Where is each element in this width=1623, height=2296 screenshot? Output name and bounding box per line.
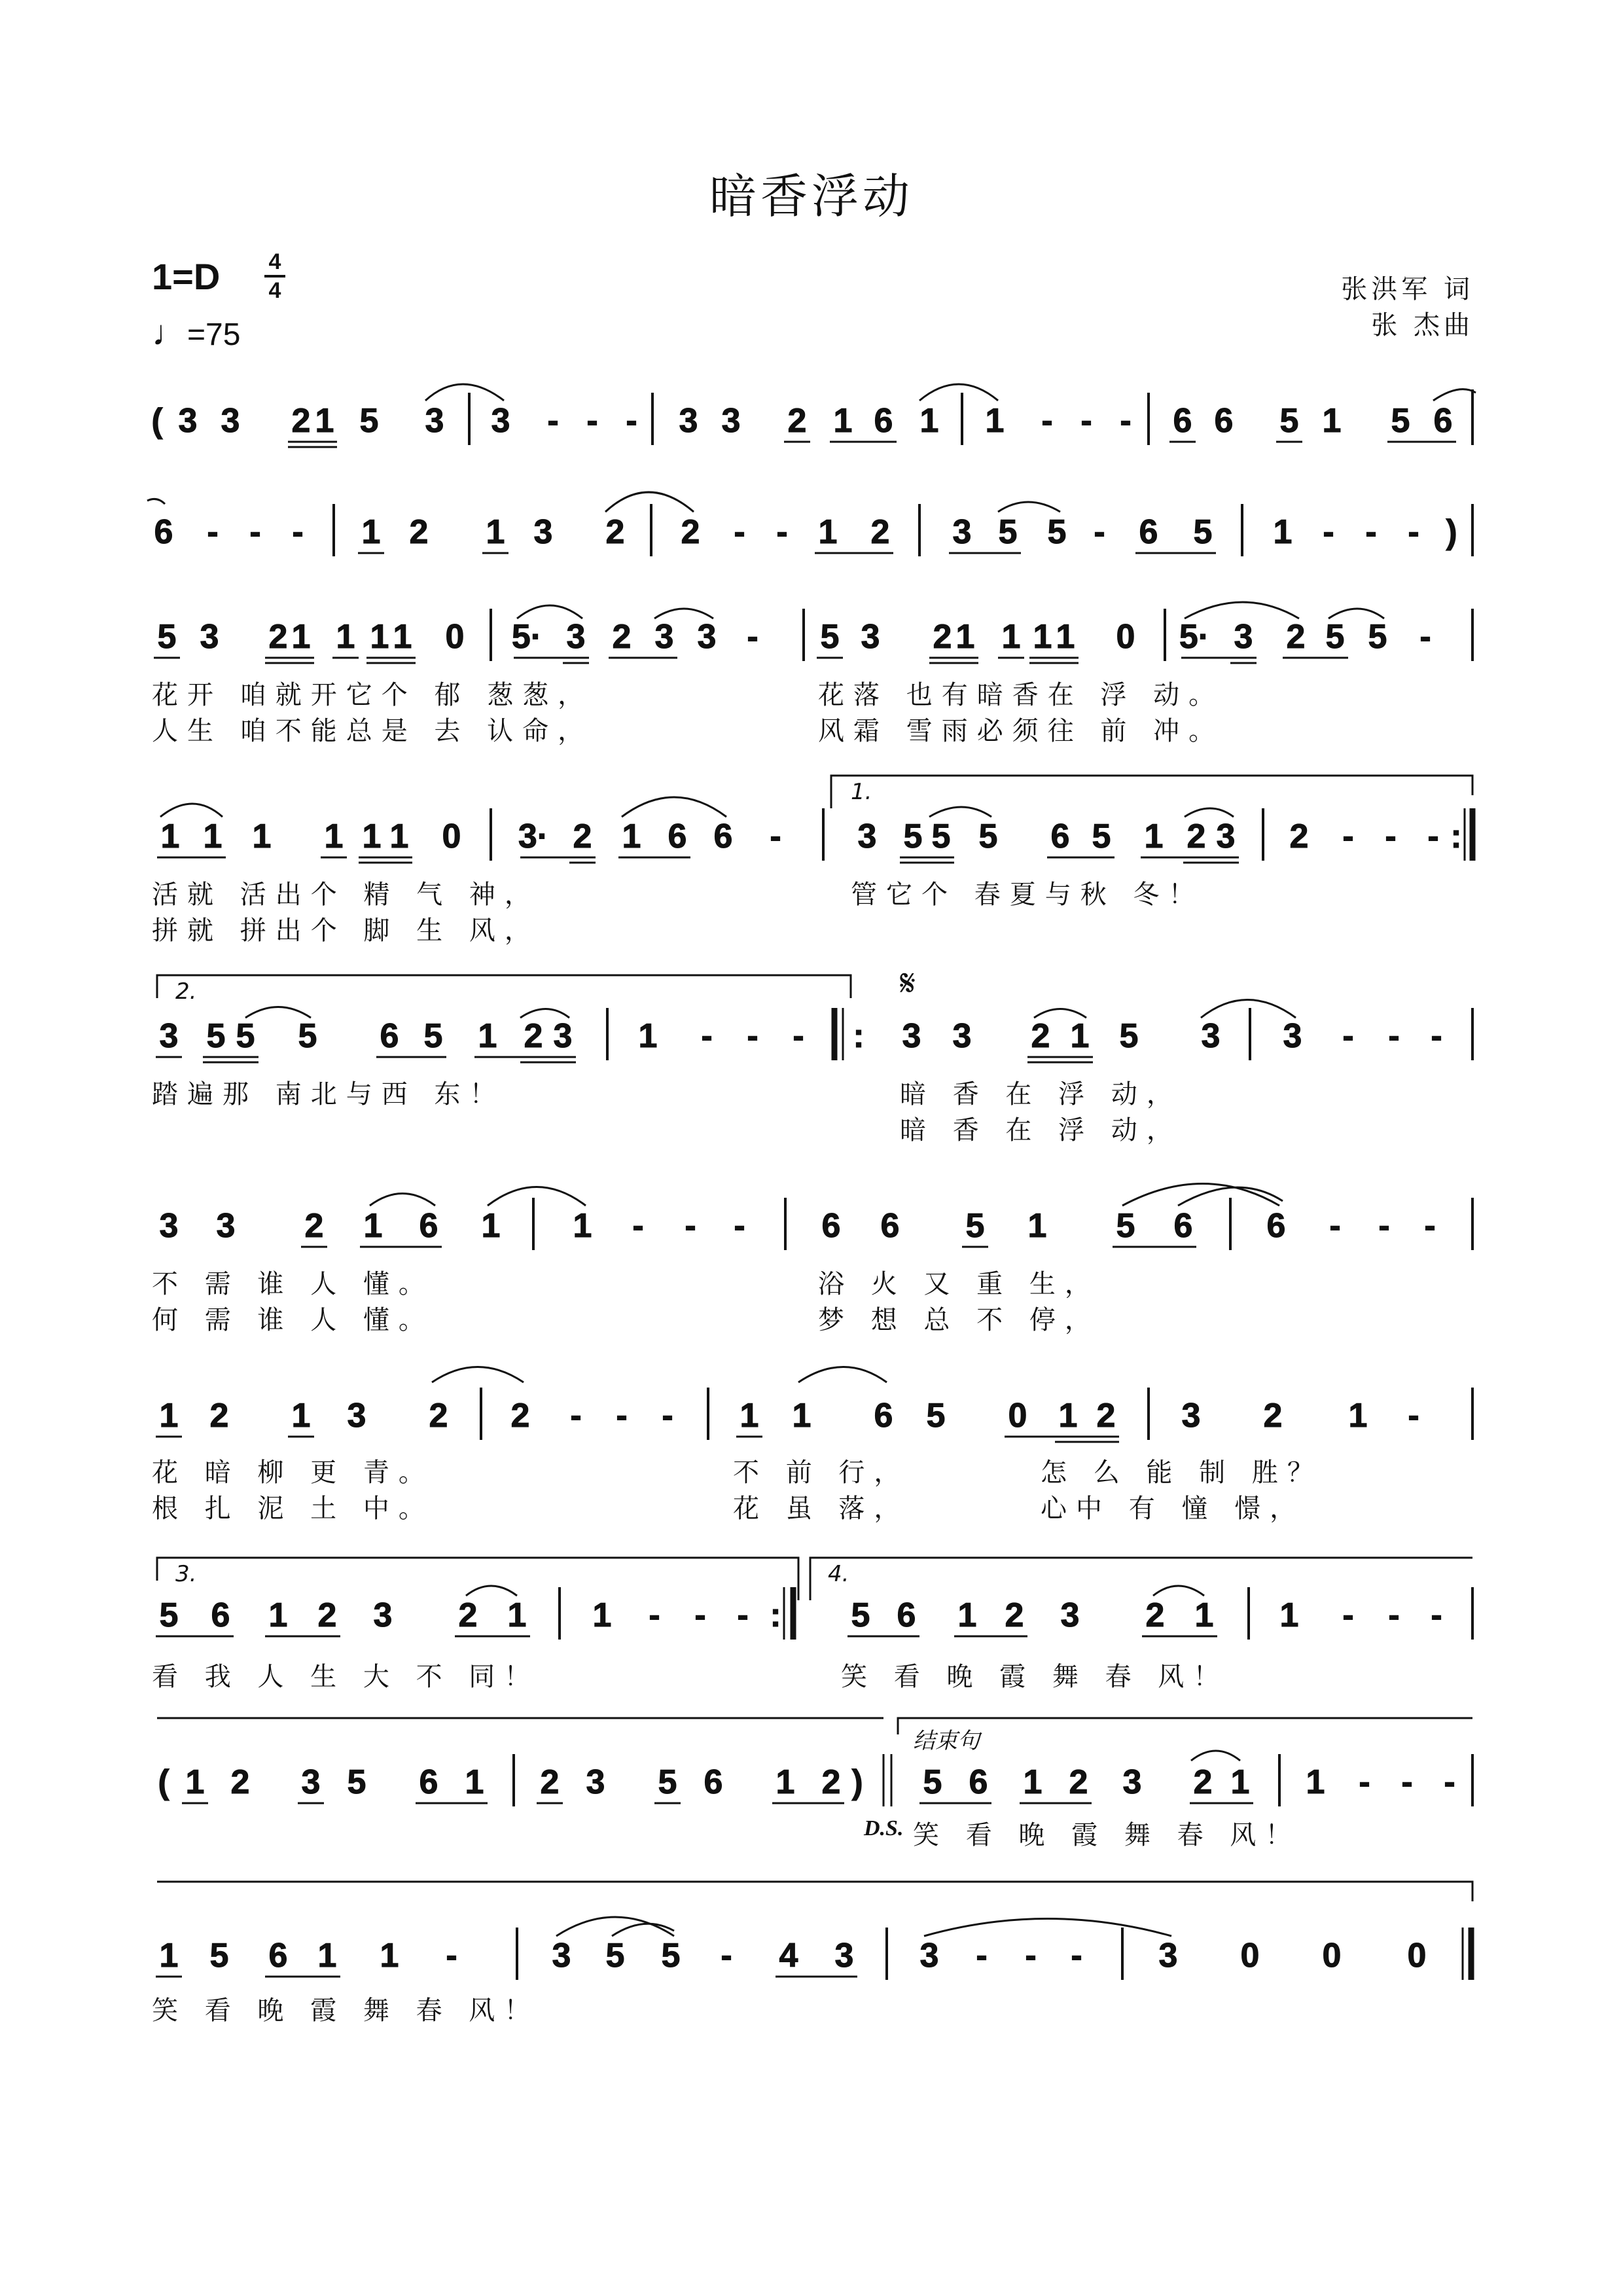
svg-text:5: 5 — [605, 1937, 625, 1975]
svg-text:1: 1 — [486, 513, 505, 551]
svg-text:1: 1 — [1348, 1397, 1368, 1435]
svg-text:6: 6 — [1266, 1207, 1286, 1245]
svg-text:3: 3 — [552, 1937, 571, 1975]
svg-text:1: 1 — [291, 618, 311, 656]
svg-text:3: 3 — [553, 1017, 573, 1055]
tempo-marking: ♩=75 — [152, 314, 241, 353]
svg-text:5: 5 — [931, 817, 951, 855]
svg-text:1: 1 — [638, 1017, 658, 1055]
svg-text:3: 3 — [857, 817, 877, 855]
svg-text:1: 1 — [380, 1937, 399, 1975]
svg-text:6: 6 — [268, 1937, 288, 1975]
svg-text:2: 2 — [681, 513, 700, 551]
svg-text:-: - — [1388, 1596, 1400, 1634]
lyric-line: 笑 看 晚 霞 舞 春 风！ — [152, 1996, 540, 2026]
svg-text:1: 1 — [985, 402, 1005, 440]
svg-text:-: - — [1419, 618, 1431, 656]
system-10 — [156, 1882, 1472, 1980]
svg-text:1: 1 — [1033, 618, 1052, 656]
svg-text:5: 5 — [661, 1937, 681, 1975]
svg-text:(: ( — [151, 402, 163, 440]
svg-text:1: 1 — [393, 618, 412, 656]
svg-text:-: - — [547, 402, 559, 440]
svg-text:-: - — [1342, 1596, 1354, 1634]
svg-text:3: 3 — [697, 618, 717, 656]
svg-text:-: - — [632, 1207, 644, 1245]
system-3 — [154, 602, 1472, 663]
svg-text:2: 2 — [933, 618, 952, 656]
svg-text:2: 2 — [1096, 1397, 1116, 1435]
svg-text:5: 5 — [1092, 817, 1111, 855]
lyric-line: 笑 看 晚 霞 舞 春 风！ — [841, 1662, 1229, 1692]
svg-text:3: 3 — [721, 402, 741, 440]
svg-text:6: 6 — [380, 1017, 399, 1055]
svg-text:-: - — [1408, 513, 1419, 551]
svg-text:1: 1 — [478, 1017, 497, 1055]
svg-text:3: 3 — [1158, 1937, 1178, 1975]
svg-text:6: 6 — [969, 1763, 988, 1801]
svg-text:1: 1 — [324, 817, 344, 855]
svg-text:2: 2 — [429, 1397, 448, 1435]
svg-text:6: 6 — [419, 1207, 438, 1245]
svg-text::: : — [853, 1017, 865, 1055]
svg-text:1: 1 — [336, 618, 355, 656]
volta-1-label: 1. — [851, 779, 872, 805]
svg-text:1: 1 — [315, 402, 334, 440]
svg-text::: : — [1450, 817, 1462, 855]
lyric-line: 不 前 行， — [733, 1458, 910, 1488]
svg-text:-: - — [570, 1397, 582, 1435]
svg-text:5: 5 — [965, 1207, 985, 1245]
svg-text:1: 1 — [291, 1397, 311, 1435]
svg-text:-: - — [1365, 513, 1377, 551]
lyric-line: 花开 咱就开它个 郁 葱葱， — [152, 680, 594, 710]
svg-text:6: 6 — [713, 817, 733, 855]
svg-text:3: 3 — [221, 402, 240, 440]
svg-text:-: - — [1427, 817, 1439, 855]
svg-text:2: 2 — [1186, 817, 1206, 855]
page-title: 暗香浮动 — [709, 169, 914, 224]
svg-text:5: 5 — [658, 1763, 677, 1801]
svg-text:5: 5 — [926, 1397, 946, 1435]
svg-text:2: 2 — [1005, 1596, 1024, 1634]
system-7 — [156, 1367, 1472, 1443]
svg-text:-: - — [734, 1207, 745, 1245]
svg-text:1: 1 — [1058, 1397, 1078, 1435]
svg-text:2: 2 — [1145, 1596, 1165, 1634]
svg-text:2: 2 — [605, 513, 625, 551]
svg-text:6: 6 — [880, 1207, 900, 1245]
svg-text:5: 5 — [978, 817, 998, 855]
lyric-line: 踏遍那 南北与西 东！ — [152, 1079, 505, 1109]
svg-text:-: - — [626, 402, 637, 440]
svg-text:6: 6 — [1139, 513, 1158, 551]
system-1 — [151, 384, 1476, 447]
svg-text:5: 5 — [236, 1017, 255, 1055]
svg-text:2: 2 — [510, 1397, 530, 1435]
svg-text:5: 5 — [903, 817, 923, 855]
svg-text:-: - — [292, 513, 304, 551]
svg-text:0: 0 — [1116, 618, 1135, 656]
svg-text:6: 6 — [1173, 402, 1192, 440]
svg-text:3: 3 — [952, 1017, 972, 1055]
svg-text:-: - — [1359, 1763, 1370, 1801]
svg-text:2: 2 — [573, 817, 592, 855]
svg-text:1: 1 — [1056, 618, 1075, 656]
svg-text:1: 1 — [833, 402, 853, 440]
svg-text:5: 5 — [1047, 513, 1067, 551]
svg-text:3: 3 — [347, 1397, 366, 1435]
svg-text:0: 0 — [442, 817, 461, 855]
svg-text:3: 3 — [1216, 817, 1236, 855]
quarter-note-icon: ♩ — [152, 314, 187, 353]
svg-text:-: - — [747, 618, 758, 656]
svg-text:1: 1 — [1322, 402, 1342, 440]
svg-text:2: 2 — [317, 1596, 337, 1634]
svg-text:3: 3 — [216, 1207, 236, 1245]
svg-text:-: - — [685, 1207, 696, 1245]
svg-text:2: 2 — [409, 513, 429, 551]
svg-text:3: 3 — [952, 513, 972, 551]
svg-text:5: 5 — [159, 1596, 179, 1634]
svg-text:1: 1 — [465, 1763, 484, 1801]
svg-text:5: 5 — [1193, 513, 1213, 551]
svg-text:-: - — [793, 1017, 804, 1055]
volta-2-label: 2. — [175, 978, 197, 1005]
svg-text:1: 1 — [776, 1763, 795, 1801]
svg-text:1: 1 — [1306, 1763, 1325, 1801]
svg-text:3: 3 — [1283, 1017, 1302, 1055]
volta-4-label: 4. — [828, 1561, 849, 1587]
svg-text:3: 3 — [586, 1763, 605, 1801]
svg-text:1: 1 — [818, 513, 838, 551]
svg-text:1: 1 — [1070, 1017, 1090, 1055]
svg-text:-: - — [976, 1937, 988, 1975]
lyric-line: 看 我 人 生 大 不 同！ — [152, 1662, 540, 1692]
svg-text:2: 2 — [209, 1397, 229, 1435]
svg-text:): ) — [1446, 513, 1457, 551]
svg-text:2: 2 — [1069, 1763, 1088, 1801]
svg-text:1: 1 — [362, 817, 382, 855]
segno-icon: 𝄋 — [900, 962, 916, 1005]
svg-text:4: 4 — [779, 1937, 798, 1975]
svg-text:6: 6 — [821, 1207, 841, 1245]
svg-text:1: 1 — [203, 817, 223, 855]
svg-text:1: 1 — [792, 1397, 812, 1435]
svg-text:-: - — [446, 1937, 457, 1975]
svg-text:2: 2 — [787, 402, 807, 440]
svg-text:5·: 5· — [1179, 618, 1210, 656]
svg-text:5: 5 — [1119, 1017, 1139, 1055]
svg-text:0: 0 — [1407, 1937, 1427, 1975]
svg-text:3: 3 — [425, 402, 444, 440]
svg-text:-: - — [734, 513, 745, 551]
svg-text:2: 2 — [540, 1763, 560, 1801]
system-2 — [147, 492, 1472, 556]
svg-text:1: 1 — [185, 1763, 205, 1801]
svg-text:-: - — [649, 1596, 660, 1634]
svg-text:-: - — [1323, 513, 1334, 551]
svg-text:5: 5 — [298, 1017, 317, 1055]
svg-text:5: 5 — [157, 618, 177, 656]
svg-text:6: 6 — [211, 1596, 230, 1634]
svg-text:3: 3 — [1060, 1596, 1080, 1634]
svg-text:-: - — [1378, 1207, 1390, 1245]
svg-text:3: 3 — [159, 1017, 179, 1055]
svg-text:-: - — [1329, 1207, 1341, 1245]
svg-text:0: 0 — [1240, 1937, 1260, 1975]
lyric-line: 梦 想 总 不 停， — [818, 1305, 1100, 1335]
lyric-line: 活就 活出个 精 气 神， — [152, 880, 540, 910]
lyric-line: 不 需 谁 人 懂。 — [152, 1269, 434, 1299]
svg-text:5: 5 — [1391, 402, 1410, 440]
svg-text:6: 6 — [874, 402, 893, 440]
svg-text:-: - — [1041, 402, 1053, 440]
time-signature-bottom: 4 — [268, 278, 281, 303]
svg-text:-: - — [770, 817, 781, 855]
svg-text:-: - — [1094, 513, 1105, 551]
lyric-line: 花 暗 柳 更 青。 — [152, 1458, 434, 1488]
composer-credit: 张 杰曲 — [1371, 310, 1474, 340]
svg-text:-: - — [1071, 1937, 1082, 1975]
svg-text:3: 3 — [654, 618, 674, 656]
svg-text:-: - — [747, 1017, 758, 1055]
lyric-line: 心中 有 憧 憬， — [1041, 1494, 1306, 1524]
svg-text:5·: 5· — [511, 618, 543, 656]
svg-text:1: 1 — [363, 1207, 383, 1245]
svg-text:1: 1 — [1194, 1596, 1214, 1634]
svg-text:1: 1 — [919, 402, 939, 440]
svg-text:1: 1 — [1144, 817, 1164, 855]
svg-text:3: 3 — [1201, 1017, 1221, 1055]
svg-text:3: 3 — [1122, 1763, 1142, 1801]
svg-text:-: - — [662, 1397, 673, 1435]
lyric-line: 暗 香 在 浮 动， — [900, 1115, 1182, 1145]
svg-text:2: 2 — [524, 1017, 543, 1055]
lyric-line: 拼就 拼出个 脚 生 风， — [152, 916, 540, 946]
svg-text:-: - — [701, 1017, 713, 1055]
svg-text:-: - — [721, 1937, 732, 1975]
svg-text:6: 6 — [704, 1763, 723, 1801]
lyric-line: 笑 看 晚 霞 舞 春 风！ — [913, 1820, 1301, 1850]
svg-text:1: 1 — [1027, 1207, 1047, 1245]
svg-text:-: - — [1080, 402, 1092, 440]
svg-text:5: 5 — [359, 402, 379, 440]
svg-text:6: 6 — [668, 817, 687, 855]
svg-text:1: 1 — [955, 618, 975, 656]
lyric-line: 花 虽 落， — [733, 1494, 910, 1524]
svg-text:-: - — [1431, 1596, 1442, 1634]
svg-text:1: 1 — [1279, 1596, 1299, 1634]
svg-text:2: 2 — [291, 402, 311, 440]
lyric-line: 暗 香 在 浮 动， — [900, 1079, 1182, 1109]
svg-text:2: 2 — [1289, 817, 1309, 855]
svg-text:1: 1 — [507, 1596, 527, 1634]
svg-text:1: 1 — [160, 817, 180, 855]
svg-text:2: 2 — [612, 618, 632, 656]
svg-text:-: - — [1342, 1017, 1354, 1055]
svg-text:1: 1 — [957, 1596, 977, 1634]
svg-text:3: 3 — [919, 1937, 939, 1975]
svg-text:3: 3 — [1234, 618, 1253, 656]
svg-text:1: 1 — [1023, 1763, 1043, 1801]
svg-text:5: 5 — [1279, 402, 1299, 440]
volta-3-label: 3. — [175, 1561, 197, 1587]
time-signature-top: 4 — [268, 249, 281, 274]
system-5 — [156, 975, 1472, 1062]
svg-text:-: - — [1401, 1763, 1413, 1801]
svg-text:-: - — [776, 513, 788, 551]
system-8 — [156, 1558, 1472, 1640]
svg-text:3: 3 — [178, 402, 198, 440]
svg-text:1: 1 — [317, 1937, 337, 1975]
svg-text:2: 2 — [1286, 618, 1306, 656]
svg-text:3: 3 — [902, 1017, 921, 1055]
svg-text:1: 1 — [252, 817, 272, 855]
lyric-line: 花落 也有暗香在 浮 动。 — [818, 680, 1224, 710]
svg-text:2: 2 — [268, 618, 288, 656]
svg-text:1: 1 — [622, 817, 641, 855]
svg-text:2: 2 — [304, 1207, 324, 1245]
svg-text:3: 3 — [679, 402, 698, 440]
lyric-line: 管它个 春夏与秋 冬！ — [851, 880, 1204, 910]
svg-text:2: 2 — [821, 1763, 841, 1801]
svg-text:3: 3 — [491, 402, 510, 440]
svg-text:1: 1 — [481, 1207, 501, 1245]
svg-text:-: - — [1342, 817, 1354, 855]
svg-text:3: 3 — [566, 618, 586, 656]
svg-text:-: - — [1444, 1763, 1455, 1801]
svg-text:-: - — [1408, 1397, 1419, 1435]
svg-text:3: 3 — [533, 513, 553, 551]
lyric-line: 怎 么 能 制 胜？ — [1041, 1458, 1323, 1488]
svg-text:3: 3 — [1181, 1397, 1201, 1435]
system-6 — [160, 1184, 1472, 1251]
svg-text:5: 5 — [1116, 1207, 1135, 1245]
lyric-line: 根 扎 泥 土 中。 — [152, 1494, 434, 1524]
svg-text:1: 1 — [573, 1207, 592, 1245]
svg-text:6: 6 — [1433, 402, 1453, 440]
svg-text:-: - — [586, 402, 598, 440]
svg-text:-: - — [249, 513, 261, 551]
svg-text:3: 3 — [373, 1596, 393, 1634]
svg-text:3: 3 — [861, 618, 880, 656]
svg-text:3: 3 — [834, 1937, 854, 1975]
svg-text:1: 1 — [740, 1397, 759, 1435]
svg-text::: : — [770, 1596, 781, 1634]
lyric-line: 浴 火 又 重 生， — [818, 1269, 1100, 1299]
svg-text:3·: 3· — [518, 817, 549, 855]
svg-text:6: 6 — [419, 1763, 438, 1801]
lyricist-credit: 张洪军 词 — [1341, 274, 1474, 304]
ds-marker: D.S. — [864, 1816, 904, 1840]
svg-text:-: - — [1431, 1017, 1442, 1055]
svg-text:0: 0 — [445, 618, 465, 656]
svg-text:0: 0 — [1322, 1937, 1342, 1975]
svg-text:5: 5 — [209, 1937, 229, 1975]
svg-text:-: - — [616, 1397, 628, 1435]
svg-text:6: 6 — [1173, 1207, 1193, 1245]
svg-text:2: 2 — [458, 1596, 478, 1634]
svg-text:): ) — [851, 1763, 863, 1801]
svg-text:-: - — [1385, 817, 1397, 855]
svg-text:-: - — [1120, 402, 1132, 440]
svg-text:2: 2 — [230, 1763, 250, 1801]
svg-text:1: 1 — [592, 1596, 612, 1634]
svg-text:5: 5 — [923, 1763, 942, 1801]
svg-text:2: 2 — [1031, 1017, 1050, 1055]
lyric-line: 人生 咱不能总是 去 认命， — [152, 716, 594, 746]
svg-text:(: ( — [158, 1763, 169, 1801]
svg-text:1: 1 — [1273, 513, 1293, 551]
system-4 — [157, 776, 1472, 863]
svg-text:1: 1 — [268, 1596, 288, 1634]
svg-text:1: 1 — [159, 1937, 179, 1975]
svg-text:1: 1 — [370, 618, 389, 656]
svg-text:1: 1 — [1001, 618, 1021, 656]
svg-text:-: - — [207, 513, 219, 551]
svg-text:-: - — [1025, 1937, 1037, 1975]
svg-text:3: 3 — [301, 1763, 321, 1801]
svg-text:2: 2 — [1263, 1397, 1283, 1435]
svg-text:6: 6 — [1214, 402, 1234, 440]
svg-text:2: 2 — [1193, 1763, 1213, 1801]
ending-label: 结束句 — [913, 1728, 980, 1754]
svg-text:5: 5 — [1368, 618, 1387, 656]
svg-text:-: - — [1388, 1017, 1400, 1055]
svg-text:1: 1 — [1230, 1763, 1250, 1801]
svg-text:6: 6 — [874, 1397, 893, 1435]
svg-text:5: 5 — [423, 1017, 443, 1055]
svg-text:5: 5 — [998, 513, 1018, 551]
svg-text:-: - — [694, 1596, 706, 1634]
lyric-line: 何 需 谁 人 懂。 — [152, 1305, 434, 1335]
svg-text:-: - — [737, 1596, 749, 1634]
svg-text:2: 2 — [870, 513, 890, 551]
svg-text:5: 5 — [820, 618, 840, 656]
system-9 — [157, 1718, 1472, 1806]
svg-text:6: 6 — [1050, 817, 1070, 855]
svg-text:3: 3 — [159, 1207, 179, 1245]
svg-text:1: 1 — [389, 817, 409, 855]
svg-text:5: 5 — [1325, 618, 1345, 656]
svg-text:6: 6 — [897, 1596, 916, 1634]
key-signature: 1=D — [152, 256, 221, 297]
svg-text:5: 5 — [851, 1596, 870, 1634]
svg-text:0: 0 — [1008, 1397, 1027, 1435]
svg-text:5: 5 — [206, 1017, 226, 1055]
svg-text:1: 1 — [159, 1397, 179, 1435]
svg-text:-: - — [1424, 1207, 1436, 1245]
svg-text:5: 5 — [347, 1763, 366, 1801]
svg-text:6: 6 — [154, 513, 173, 551]
svg-text:1: 1 — [361, 513, 381, 551]
svg-text:3: 3 — [200, 618, 219, 656]
lyric-line: 风霜 雪雨必须往 前 冲。 — [818, 716, 1224, 746]
